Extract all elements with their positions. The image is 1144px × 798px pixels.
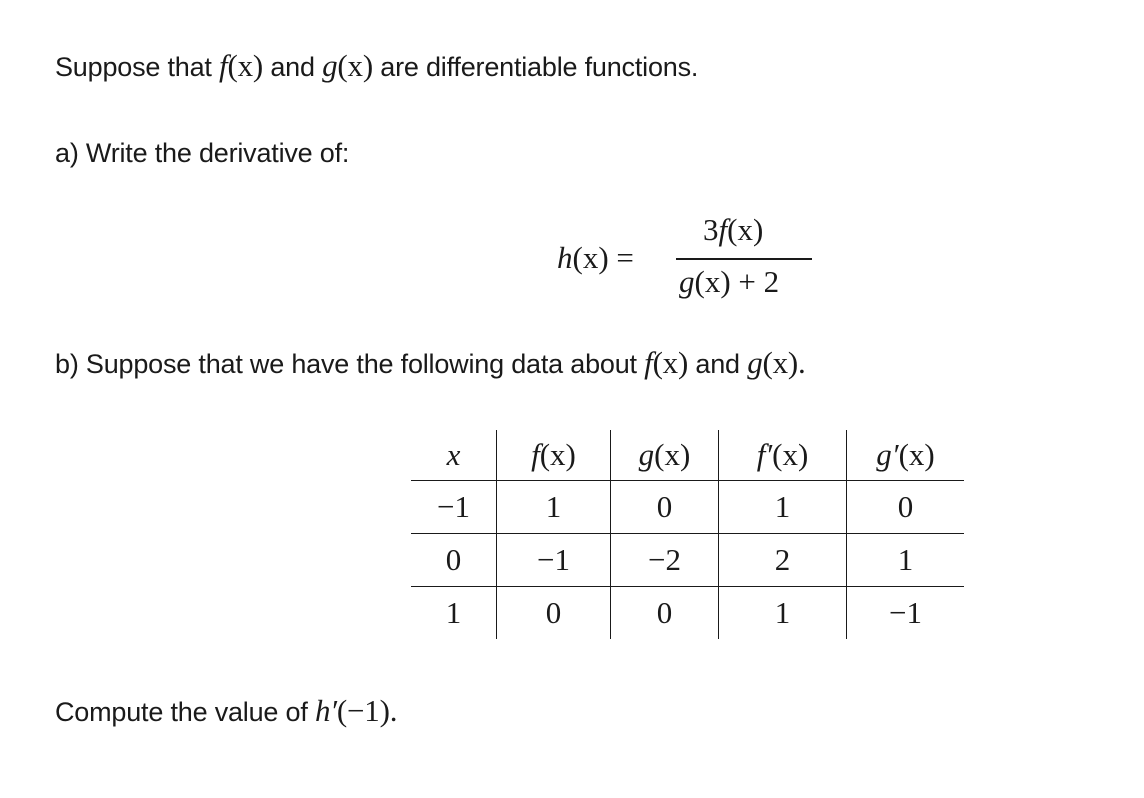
table-cell: 0 [611,587,719,640]
compute-prompt [55,693,397,729]
table-cell: 2 [719,534,847,587]
header-f-prime: f′(x) [719,430,847,481]
part-b-g-expression: g(x). [747,345,806,380]
part-a-prompt: a) Write the derivative of: [55,138,350,168]
table-cell: 1 [411,587,497,640]
table-header-row [411,430,964,481]
table-cell: 1 [719,481,847,534]
fraction-denominator: g(x) + 2 [679,264,780,299]
part-b-prompt [55,345,806,381]
intro-prefix: Suppose that [55,52,212,82]
compute-expression: h′(−1). [314,693,398,728]
table-cell: 1 [719,587,847,640]
table-cell: 1 [847,534,965,587]
intro-suffix: are differentiable functions. [380,52,699,82]
fraction-numerator: 3f(x) [703,212,764,247]
table-row [411,481,964,534]
table-cell: −1 [497,534,611,587]
table-row [411,587,964,640]
header-f: f(x) [497,430,611,481]
part-b-f-expression: f(x) [644,345,689,380]
table-cell: −2 [611,534,719,587]
table-cell: 1 [497,481,611,534]
compute-prefix: Compute the value of [55,697,308,727]
header-g: g(x) [611,430,719,481]
table-row [411,534,964,587]
intro-sentence [55,48,698,84]
intro-f-expression: f(x) [219,48,264,83]
part-b-prefix: b) Suppose that we have the following data about [55,349,637,379]
header-x: x [411,430,497,481]
table-cell: −1 [889,595,922,630]
fraction-bar [676,258,812,260]
header-g-prime: g′(x) [847,430,965,481]
table-cell: 0 [611,481,719,534]
intro-and: and [270,52,315,82]
h-formula [555,212,825,307]
table-cell: 0 [847,481,965,534]
formula-lhs: h(x) = [557,240,634,275]
part-b-and: and [695,349,740,379]
intro-g-expression: g(x) [322,48,373,83]
function-data-table [411,430,964,639]
table-cell: −1 [411,481,497,534]
table-cell: 0 [497,587,611,640]
table-cell: 0 [411,534,497,587]
